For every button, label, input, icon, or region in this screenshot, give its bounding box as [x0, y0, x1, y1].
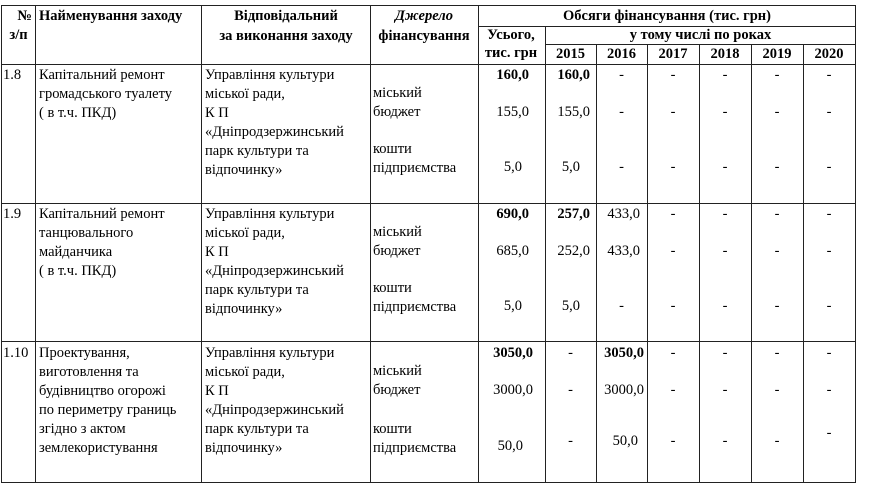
year-cell: - [670, 206, 676, 222]
total-cell: 685,0 [496, 243, 529, 259]
year-cell: - [722, 345, 728, 361]
year-cell: - [826, 104, 832, 120]
year-cell: - [774, 298, 780, 314]
row-source-enterprise: кошти підприємства [373, 280, 457, 315]
year-cell: - [568, 382, 573, 398]
year-cell: - [619, 298, 624, 314]
header-source: Джерело фінансування [378, 8, 470, 44]
year-cell: - [670, 159, 676, 175]
row-num: 1.9 [3, 206, 22, 222]
year-cell: - [619, 159, 624, 175]
year-cell: - [670, 345, 676, 361]
year-cell: - [670, 298, 676, 314]
year-cell: - [670, 382, 676, 398]
row-source-enterprise: кошти підприємства [373, 141, 457, 176]
row-responsible: Управління культури міської ради, К П «Дніпродзержинський парк культури та відпочинку» [205, 67, 344, 178]
year-2017: 2017 [658, 46, 688, 62]
grid-line [370, 5, 371, 483]
grid-line [1, 341, 856, 342]
header-funding: Обсяги фінансування (тис. грн) [563, 8, 771, 24]
year-cell: 252,0 [557, 243, 590, 259]
year-cell: - [826, 425, 832, 441]
year-2020: 2020 [814, 46, 844, 62]
grid-line [855, 5, 856, 483]
year-cell: 155,0 [557, 104, 590, 120]
row-num: 1.8 [3, 67, 22, 83]
year-cell: - [722, 159, 728, 175]
year-cell: - [826, 382, 832, 398]
year-cell: - [774, 433, 780, 449]
year-cell: 5,0 [561, 159, 580, 175]
year-cell: - [774, 159, 780, 175]
year-cell: - [670, 433, 676, 449]
year-cell: - [722, 104, 728, 120]
year-cell: - [722, 433, 728, 449]
row-source-budget: міський бюджет [373, 363, 422, 398]
grid-line [1, 203, 856, 204]
header-total: Усього, тис. грн [484, 27, 538, 61]
row-measure: Капітальний ремонт громадського туалету ( в т.ч. ПКД) [39, 67, 172, 121]
year-cell: - [568, 433, 573, 449]
year-cell: - [826, 206, 832, 222]
row-responsible: Управління культури міської ради, К П «Дніпродзержинський парк культури та відпочинку» [205, 345, 344, 456]
total-cell: 5,0 [503, 159, 522, 175]
year-cell: - [774, 243, 780, 259]
year-cell: 5,0 [561, 298, 580, 314]
header-measure: Найменування заходу [39, 8, 183, 24]
year-2019: 2019 [762, 46, 792, 62]
year-cell: - [722, 298, 728, 314]
year-cell: - [722, 206, 728, 222]
total-cell: 155,0 [496, 104, 529, 120]
year-cell: - [670, 243, 676, 259]
year-cell: - [774, 382, 780, 398]
year-cell: - [722, 67, 728, 83]
year-cell: - [774, 104, 780, 120]
grid-line [1, 5, 856, 6]
header-num: № з/п [9, 8, 32, 43]
header-by-year: у тому числі по роках [629, 27, 772, 43]
year-cell: 3050,0 [604, 345, 644, 361]
year-cell: 160,0 [557, 67, 590, 83]
year-cell: 3000,0 [604, 382, 644, 398]
grid-line [201, 5, 202, 483]
grid-line [35, 5, 36, 483]
year-cell: - [826, 298, 832, 314]
grid-line [1, 482, 856, 483]
year-cell: 50,0 [612, 433, 638, 449]
grid-line [1, 64, 856, 65]
row-num: 1.10 [3, 345, 29, 361]
year-cell: 433,0 [607, 206, 640, 222]
row-measure: Проектування, виготовлення та будівництво огорожі по периметру границь згідно з актом землекористування [39, 345, 177, 456]
total-cell: 3000,0 [493, 382, 533, 398]
total-cell: 50,0 [497, 438, 523, 454]
row-source-enterprise: кошти підприємства [373, 421, 457, 456]
year-cell: - [826, 345, 832, 361]
year-cell: - [619, 104, 624, 120]
total-cell: 3050,0 [493, 345, 533, 361]
year-cell: - [826, 159, 832, 175]
year-cell: - [774, 206, 780, 222]
row-responsible: Управління культури міської ради, К П «Дніпродзержинський парк культури та відпочинку» [205, 206, 344, 317]
year-2015: 2015 [556, 46, 585, 62]
year-cell: - [826, 67, 832, 83]
total-cell: 160,0 [496, 67, 529, 83]
year-cell: 257,0 [557, 206, 590, 222]
total-cell: 690,0 [496, 206, 529, 222]
year-cell: - [568, 345, 573, 361]
year-2016: 2016 [607, 46, 636, 62]
year-2018: 2018 [710, 46, 740, 62]
total-cell: 5,0 [503, 298, 522, 314]
year-cell: - [619, 67, 624, 83]
year-cell: - [774, 67, 780, 83]
year-cell: - [722, 243, 728, 259]
row-measure: Капітальний ремонт танцювального майданчика ( в т.ч. ПКД) [39, 206, 165, 279]
year-cell: - [774, 345, 780, 361]
header-responsible: Відповідальний за виконання заходу [219, 8, 353, 44]
year-cell: - [670, 104, 676, 120]
year-cell: - [670, 67, 676, 83]
year-cell: - [826, 243, 832, 259]
grid-line [1, 5, 2, 483]
year-cell: 433,0 [607, 243, 640, 259]
year-cell: - [722, 382, 728, 398]
row-source-budget: міський бюджет [373, 85, 422, 120]
row-source-budget: міський бюджет [373, 224, 422, 259]
